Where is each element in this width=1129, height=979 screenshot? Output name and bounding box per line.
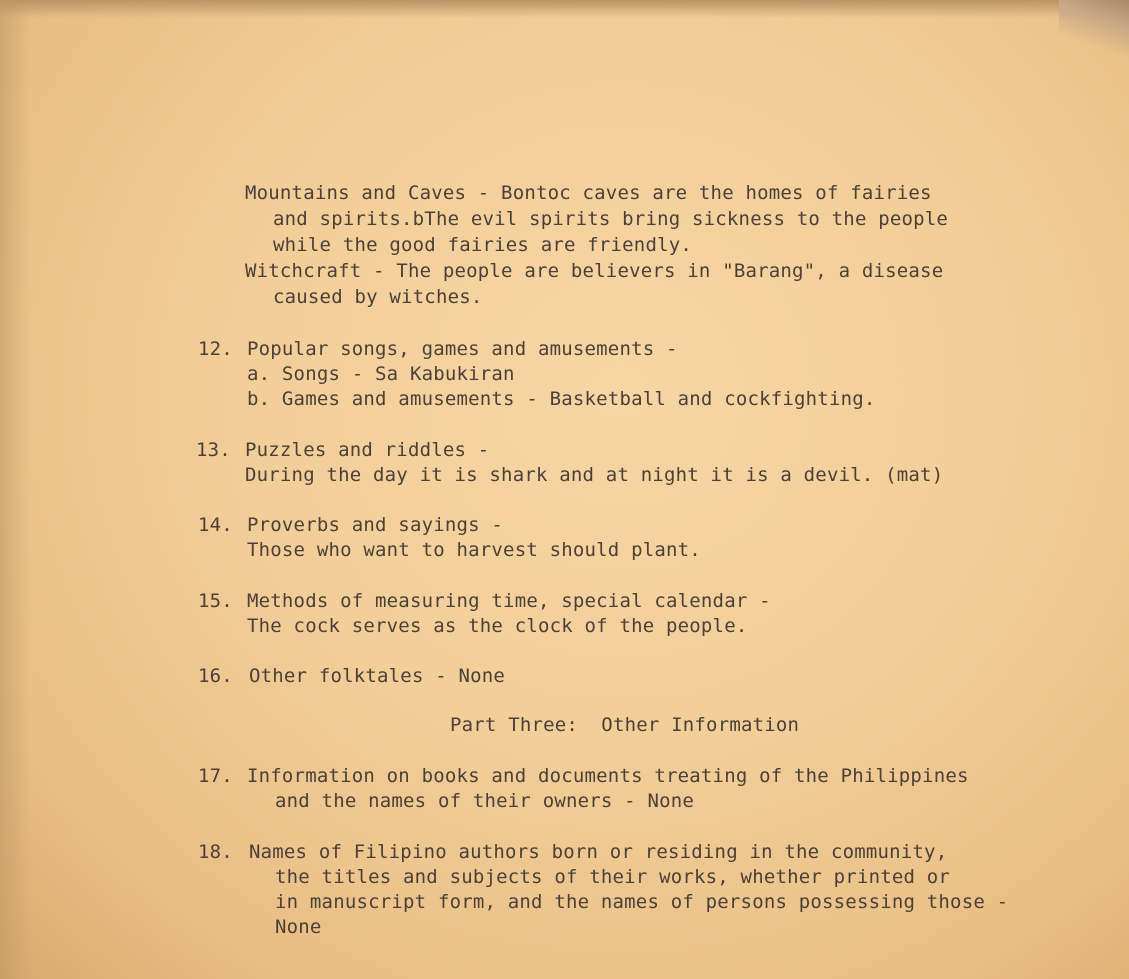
item-12-number: 12. [198, 338, 233, 360]
item-15-body: The cock serves as the clock of the people. [247, 615, 748, 637]
mountains-line-2: and spirits.bThe evil spirits bring sickness to the people [273, 208, 949, 230]
item-16-title: Other folktales - None [249, 665, 506, 687]
item-15-number: 15. [198, 590, 233, 612]
item-18-line-2: the titles and subjects of their works, whether printed or [275, 866, 951, 888]
item-14-title: Proverbs and sayings - [247, 514, 504, 536]
part-three-heading: Part Three: Other Information [450, 714, 800, 736]
item-18-number: 18. [198, 841, 233, 863]
witchcraft-line-1: Witchcraft - The people are believers in "Barang", a disease [245, 260, 944, 282]
page-left-edge [0, 0, 30, 979]
item-17-line-2: and the names of their owners - None [275, 790, 695, 812]
item-13-number: 13. [196, 439, 231, 461]
page-top-edge [0, 0, 1129, 18]
item-17-number: 17. [198, 765, 233, 787]
torn-corner [1059, 0, 1129, 60]
witchcraft-line-2: caused by witches. [273, 286, 483, 308]
item-13-body: During the day it is shark and at night it is a devil. (mat) [245, 464, 944, 486]
item-16-number: 16. [198, 665, 233, 687]
item-14-body: Those who want to harvest should plant. [247, 539, 701, 561]
item-18-line-1: Names of Filipino authors born or residing in the community, [249, 841, 948, 863]
mountains-line-1: Mountains and Caves - Bontoc caves are the homes of fairies [245, 182, 932, 204]
mountains-line-3: while the good fairies are friendly. [273, 234, 693, 256]
item-12-b: b. Games and amusements - Basketball and cockfighting. [247, 388, 876, 410]
item-17-line-1: Information on books and documents treating of the Philippines [247, 765, 969, 787]
item-12-title: Popular songs, games and amusements - [247, 338, 678, 360]
item-13-title: Puzzles and riddles - [245, 439, 490, 461]
item-14-number: 14. [198, 514, 233, 536]
item-15-title: Methods of measuring time, special calendar - [247, 590, 771, 612]
item-12-a: a. Songs - Sa Kabukiran [247, 363, 515, 385]
item-18-line-3: in manuscript form, and the names of persons possessing those - [275, 891, 1009, 913]
item-18-line-4: None [275, 916, 322, 938]
